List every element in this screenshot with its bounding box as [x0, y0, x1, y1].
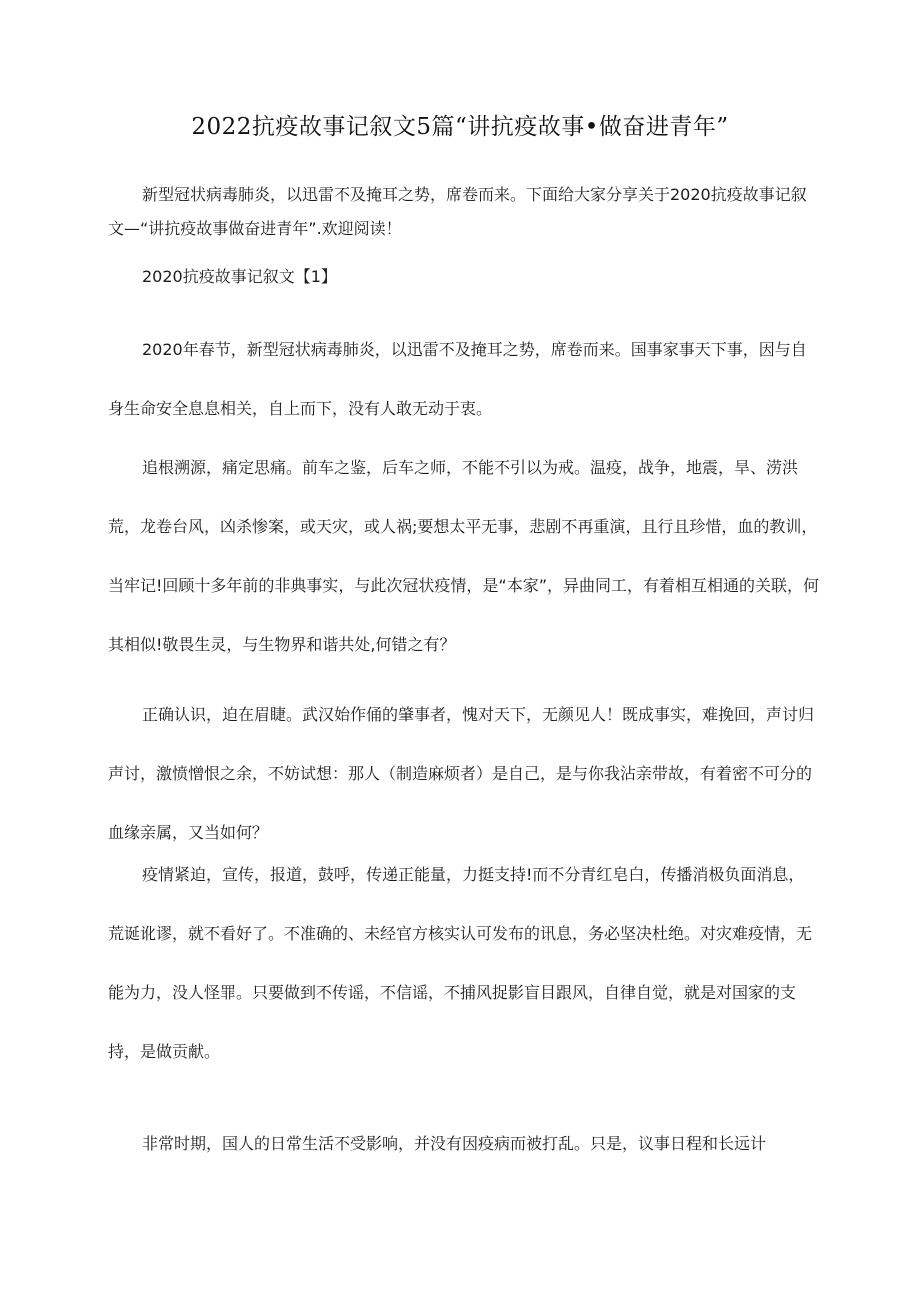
- section-heading: 2020抗疫故事记叙文【1】: [142, 267, 337, 286]
- document-title: 2022抗疫故事记叙文5篇“讲抗疫故事•做奋进青年”: [191, 114, 729, 140]
- body-paragraph: 正确认识，迫在眉睫。武汉始作俑的肇事者，愧对天下，无颜见人！既成事实，难挽回，声讨归声讨，激愤憎恨之余，不妨试想：那人（制造麻烦者）是自己，是与你我沾亲带故，有着密不可分的血缘亲属，又当如何？: [108, 705, 815, 842]
- intro-paragraph: 新型冠状病毒肺炎，以迅雷不及掩耳之势，席卷而来。下面给大家分享关于2020抗疫故事记叙文—“讲抗疫故事做奋进青年”.欢迎阅读！: [108, 185, 807, 238]
- body-paragraph: 追根溯源，痛定思痛。前车之鉴，后车之师，不能不引以为戒。温疫，战争，地震，旱、涝洪荒，龙卷台风，凶杀惨案，或天灾，或人祸;要想太平无事，悲剧不再重演，且行且珍惜，血的教训，当牢记!回顾十多年前的非典事实，与此次冠状疫情，是“本家”，异曲同工，有着相互相通的关联，何其相似!敬畏生灵，与生物界和谐共处,何错之有？: [108, 458, 819, 654]
- body-paragraph: 疫情紧迫，宣传，报道，鼓呼，传递正能量，力挺支持!而不分青红皂白，传播消极负面消息，荒诞讹谬，就不看好了。不准确的、未经官方核实认可发布的讯息，务必坚决杜绝。对灾难疫情，无能为力，没人怪罪。只要做到不传谣，不信谣，不捕风捉影盲目跟风，自律自觉，就是对国家的支持，是做贡献。: [108, 865, 813, 1061]
- body-paragraph: 非常时期，国人的日常生活不受影响，并没有因疫病而被打乱。只是，议事日程和长远计: [142, 1134, 767, 1153]
- body-paragraph: 2020年春节，新型冠状病毒肺炎，以迅雷不及掩耳之势，席卷而来。国事家事天下事，因与自身生命安全息息相关，自上而下，没有人敢无动于衷。: [108, 340, 807, 418]
